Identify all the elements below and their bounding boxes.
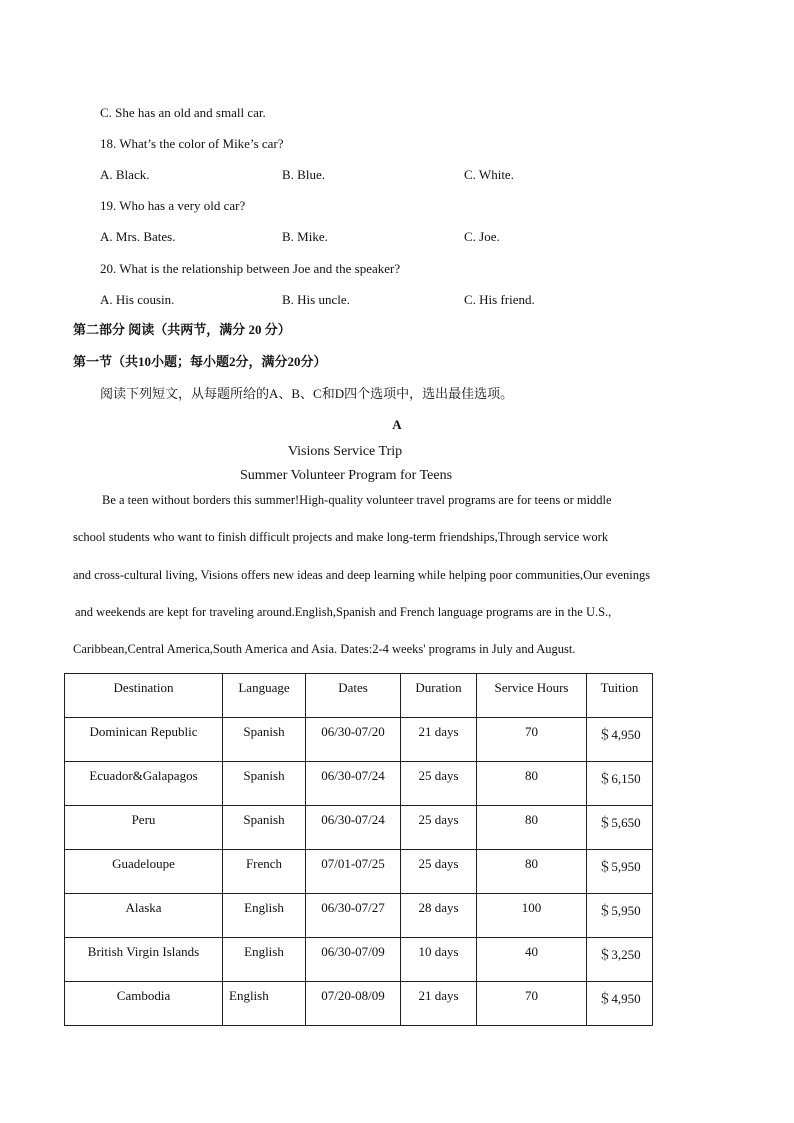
cell-service-hours: 80 [477, 806, 587, 850]
passage-letter: A [392, 417, 402, 432]
cell-dates: 06/30-07/27 [306, 894, 401, 938]
cell-tuition: ＄6,150 [587, 762, 653, 806]
cell-tuition: ＄5,950 [587, 850, 653, 894]
header-dates: Dates [306, 674, 401, 718]
cell-service-hours: 40 [477, 938, 587, 982]
paragraph-line-3: and cross-cultural living, Visions offers new ideas and deep learning while helping poor communities,Our evenings [73, 568, 651, 582]
cell-destination: Dominican Republic [65, 718, 223, 762]
cell-duration: 10 days [401, 938, 477, 982]
program-table [64, 673, 653, 1026]
cell-tuition: ＄4,950 [587, 982, 653, 1026]
cell-duration: 25 days [401, 850, 477, 894]
header-service-hours: Service Hours [477, 674, 587, 718]
table-row [65, 762, 653, 806]
q17-option-c: C. She has an old and small car. [100, 105, 266, 120]
cell-tuition: ＄5,950 [587, 894, 653, 938]
q20-option-c: C. His friend. [464, 292, 535, 307]
cell-language: Spanish [223, 762, 306, 806]
paragraph-line-2: school students who want to finish difficult projects and make long-term friendships,Through service work [73, 530, 609, 544]
q18-option-b: B. Blue. [282, 167, 325, 182]
q19-question: 19. Who has a very old car? [100, 198, 246, 213]
cell-destination: British Virgin Islands [65, 938, 223, 982]
cell-dates: 06/30-07/09 [306, 938, 401, 982]
cell-language: Spanish [223, 718, 306, 762]
cell-dates: 07/01-07/25 [306, 850, 401, 894]
header-tuition: Tuition [587, 674, 653, 718]
table-header-row [65, 674, 653, 718]
table-row [65, 938, 653, 982]
passage-title: Visions Service Trip [287, 444, 403, 459]
paragraph-line-1: Be a teen without borders this summer!High-quality volunteer travel programs are for teens or middle [102, 493, 612, 507]
cell-destination: Cambodia [65, 982, 223, 1026]
q20-option-a: A. His cousin. [100, 292, 175, 307]
cell-tuition: ＄3,250 [587, 938, 653, 982]
cell-dates: 07/20-08/09 [306, 982, 401, 1026]
cell-dates: 06/30-07/24 [306, 806, 401, 850]
cell-dates: 06/30-07/20 [306, 718, 401, 762]
q19-option-a: A. Mrs. Bates. [100, 229, 176, 244]
header-destination: Destination [65, 674, 223, 718]
q20-option-b: B. His uncle. [282, 292, 350, 307]
cell-duration: 21 days [401, 982, 477, 1026]
table-row [65, 806, 653, 850]
cell-language: English [223, 938, 306, 982]
cell-tuition: ＄4,950 [587, 718, 653, 762]
cell-destination: Peru [65, 806, 223, 850]
q19-option-b: B. Mike. [282, 229, 328, 244]
passage-subtitle: Summer Volunteer Program for Teens [239, 468, 453, 483]
q19-option-c: C. Joe. [464, 229, 500, 244]
cell-duration: 21 days [401, 718, 477, 762]
table-row [65, 894, 653, 938]
paragraph-line-4: and weekends are kept for traveling around.English,Spanish and French language programs are in the U.S., [75, 605, 612, 619]
q20-question: 20. What is the relationship between Joe and the speaker? [100, 261, 401, 276]
table-row [65, 718, 653, 762]
header-duration: Duration [401, 674, 477, 718]
cell-language: English [223, 982, 306, 1026]
cell-destination: Guadeloupe [65, 850, 223, 894]
table-row [65, 982, 653, 1026]
q18-option-a: A. Black. [100, 167, 150, 182]
cell-language: English [223, 894, 306, 938]
paragraph-line-5: Caribbean,Central America,South America and Asia. Dates:2-4 weeks' programs in July and August. [73, 642, 576, 656]
cell-tuition: ＄5,650 [587, 806, 653, 850]
cell-service-hours: 100 [477, 894, 587, 938]
cell-service-hours: 80 [477, 850, 587, 894]
cell-language: French [223, 850, 306, 894]
cell-language: Spanish [223, 806, 306, 850]
cell-service-hours: 70 [477, 718, 587, 762]
cell-duration: 28 days [401, 894, 477, 938]
cell-service-hours: 80 [477, 762, 587, 806]
q18-option-c: C. White. [464, 167, 514, 182]
reading-section-title: 第一节（共10小题；每小题2分，满分20分） [73, 354, 327, 369]
cell-dates: 06/30-07/24 [306, 762, 401, 806]
reading-part-title: 第二部分 阅读（共两节，满分 20 分） [73, 322, 291, 337]
q18-question: 18. What’s the color of Mike’s car? [100, 136, 284, 151]
header-language: Language [223, 674, 306, 718]
cell-service-hours: 70 [477, 982, 587, 1026]
cell-destination: Alaska [65, 894, 223, 938]
cell-destination: Ecuador&Galapagos [65, 762, 223, 806]
table-row [65, 850, 653, 894]
cell-duration: 25 days [401, 762, 477, 806]
reading-instruction: 阅读下列短文，从每题所给的A、B、C和D四个选项中，选出最佳选项。 [100, 386, 514, 401]
cell-duration: 25 days [401, 806, 477, 850]
